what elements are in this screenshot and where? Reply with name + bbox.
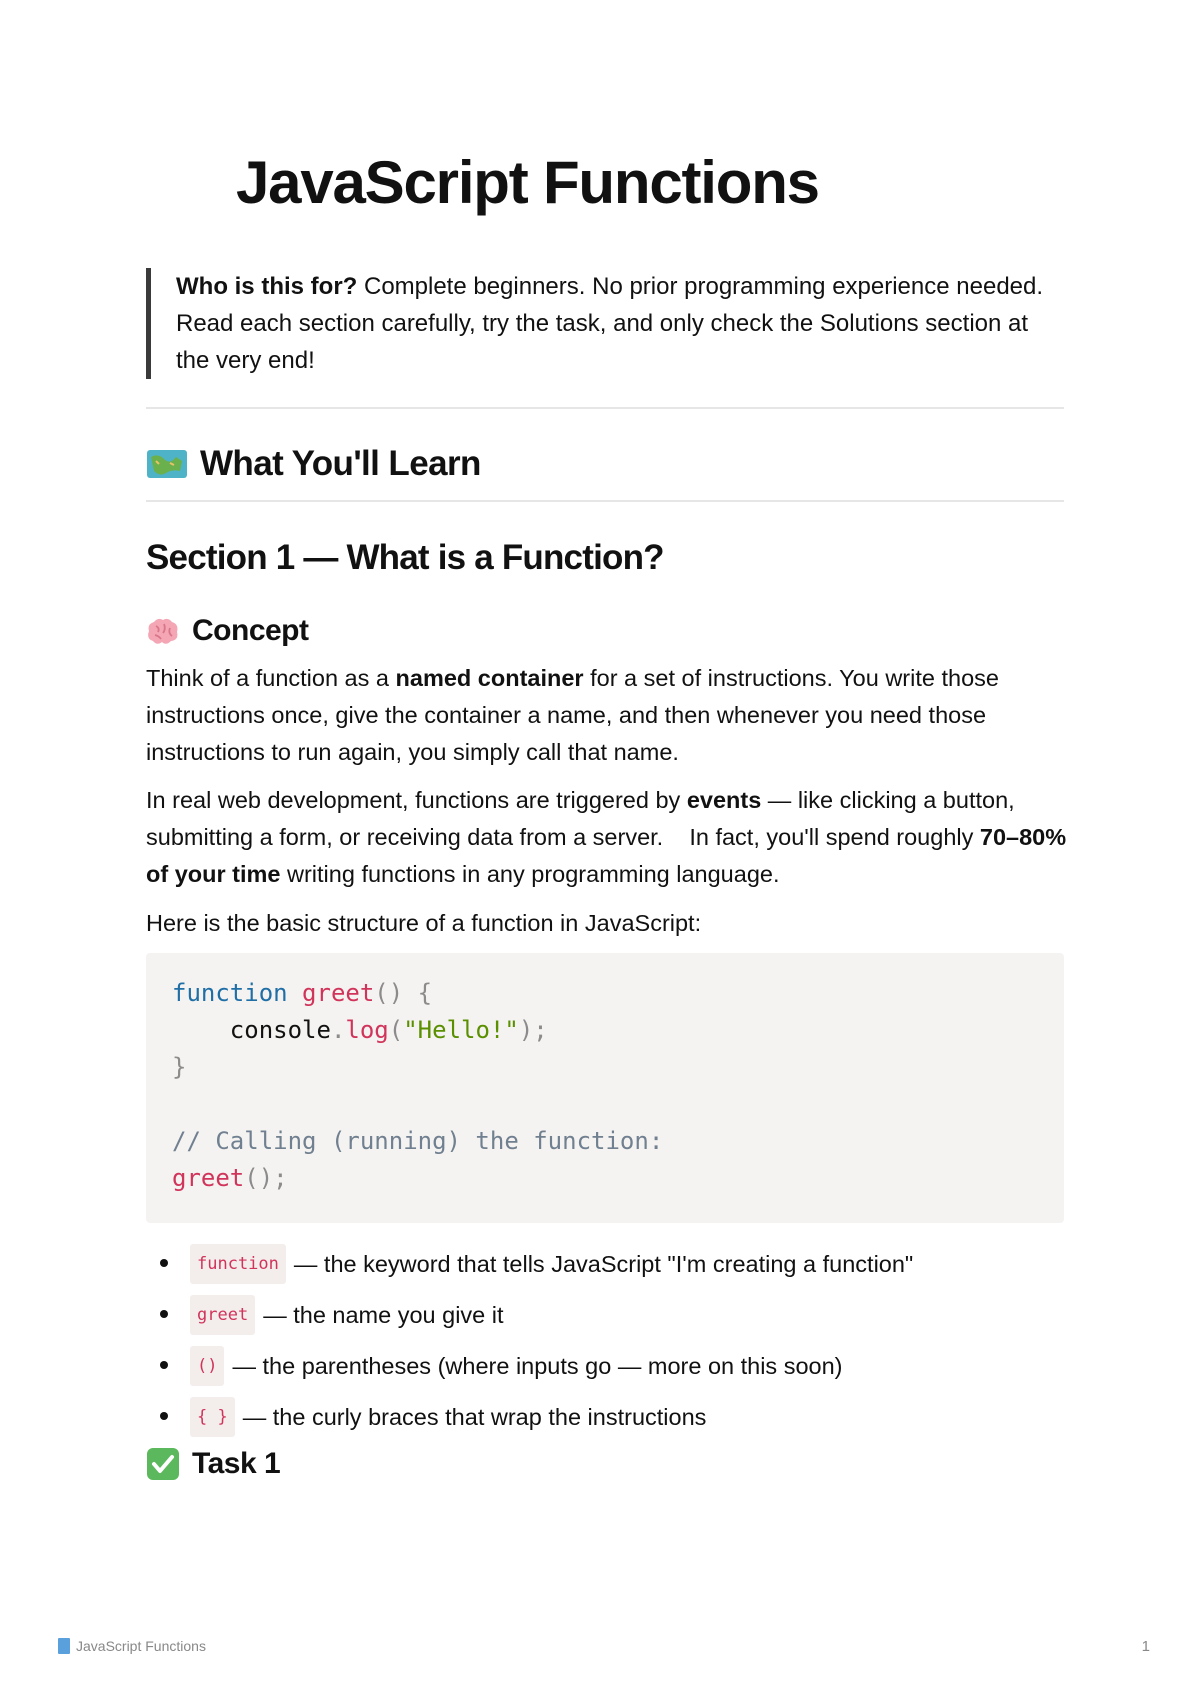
book-icon (58, 1638, 70, 1654)
list-item (146, 1391, 1064, 1442)
code-function-name: greet (302, 979, 375, 1007)
syntax-bullet-list (146, 1238, 1064, 1442)
list-item-text: — the keyword that tells JavaScript "I'm creating a function" (293, 1250, 914, 1277)
bullet-dot (160, 1412, 168, 1420)
concept-heading-text: Concept (192, 614, 309, 647)
text-run: for a set of instructions. You write those instructions once, give the container a name, and then whenever you need those instructions to run again, you simply call that name. (146, 665, 999, 765)
text-run: — like clicking a button, submitting a form, or receiving data from a server. In fact, you'll spend roughly (146, 787, 1022, 850)
code-function-name: log (345, 1016, 389, 1044)
task-1-heading-text: Task 1 (192, 1447, 281, 1480)
code-identifier: console (229, 1016, 331, 1044)
brain-icon (146, 616, 180, 646)
code-punctuation: . (330, 1016, 346, 1044)
list-item-text: — the parentheses (where inputs go — more on this soon) (232, 1352, 843, 1379)
divider (146, 500, 1064, 502)
callout-text: Complete beginners. No prior programming experience needed. Read each section carefully, try the task, and only check the Solutions section at the very end! (176, 273, 1044, 374)
code-keyword: function (172, 979, 288, 1007)
list-item (146, 1289, 1064, 1340)
bullet-dot (160, 1259, 168, 1267)
learn-heading (146, 444, 481, 484)
section-1-heading: Section 1 — What is a Function? (146, 538, 664, 577)
list-item (146, 1238, 1064, 1289)
text-run: writing functions in any programming language. (280, 861, 780, 887)
concept-paragraph-1 (146, 660, 1071, 771)
code-punctuation: (); (244, 1164, 288, 1192)
map-icon (146, 447, 188, 481)
text-run-bold: 70–80% of your time (146, 824, 1067, 887)
list-item-text: — the name you give it (263, 1301, 504, 1328)
code-comment: // Calling (running) the function: (172, 1127, 664, 1155)
concept-heading (146, 614, 309, 648)
footer-doc-name: JavaScript Functions (76, 1638, 206, 1654)
text-run-bold: events (686, 787, 762, 813)
inline-code: { } (190, 1397, 235, 1437)
learn-heading-text: What You'll Learn (200, 444, 481, 483)
concept-paragraph-3: Here is the basic structure of a function in JavaScript: (146, 910, 702, 936)
bullet-dot (160, 1310, 168, 1318)
divider (146, 407, 1064, 409)
text-run-bold: named container (395, 665, 584, 691)
page-footer (58, 1638, 206, 1654)
code-punctuation: ( (388, 1016, 404, 1044)
list-item (146, 1340, 1064, 1391)
code-string: "Hello!" (403, 1016, 519, 1044)
text-run: In real web development, functions are triggered by (146, 787, 687, 813)
inline-code: () (190, 1346, 224, 1386)
code-punctuation: () { (374, 979, 433, 1007)
code-punctuation: ); (518, 1016, 548, 1044)
code-function-name: greet (172, 1164, 245, 1192)
page-title: JavaScript Functions (236, 149, 819, 216)
bullet-dot (160, 1361, 168, 1369)
inline-code: greet (190, 1295, 255, 1335)
intro-callout (146, 268, 1064, 379)
concept-paragraph-2 (146, 782, 1071, 893)
check-mark-icon (146, 1447, 180, 1481)
list-item-text: — the curly braces that wrap the instructions (242, 1403, 707, 1430)
code-punctuation: } (172, 1053, 187, 1081)
inline-code: function (190, 1244, 286, 1284)
page-number: 1 (1141, 1638, 1150, 1655)
task-1-heading (146, 1447, 280, 1481)
callout-lead: Who is this for? (176, 273, 358, 300)
text-run: Think of a function as a (146, 665, 396, 691)
code-block (146, 953, 1064, 1223)
